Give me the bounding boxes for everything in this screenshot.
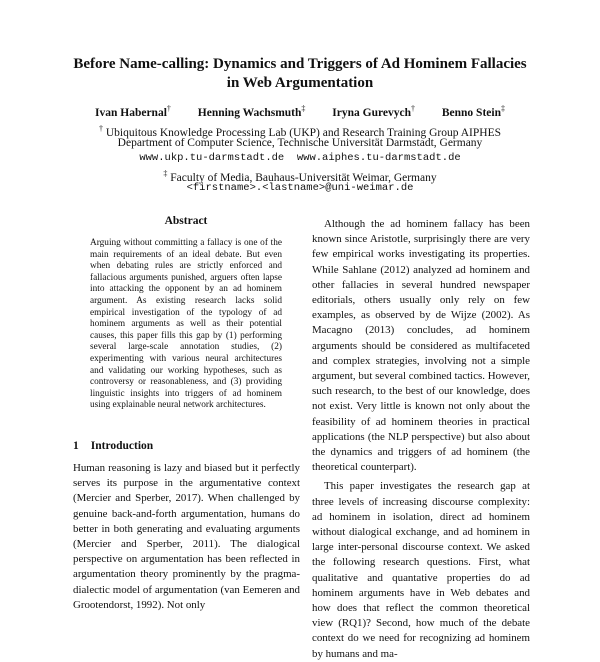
section-heading-introduction — [73, 440, 153, 452]
abstract-heading: Abstract — [164, 215, 208, 227]
right-column-body — [312, 217, 530, 662]
title-line-2: in Web Argumentation — [226, 75, 374, 91]
introduction-body — [73, 461, 300, 613]
section-title: Introduction — [90, 440, 154, 452]
author-list — [60, 101, 540, 121]
right-column-paragraph-2: This paper investigates the research gap at three levels of increasing discourse complexity: ad hominem in isolation, direct ad hominem without dialogical exchange, and ad hominem in large inter-personal discourse context. We asked the following research questions. First, what qualitative and quantative properties do ad hominem arguments have in Web debates and how does that reflect the common theoretical view (RQ1)? Second, how much of the debate context do we need for recognizing ad hominem by humans and ma- — [312, 480, 530, 660]
affiliation-weimar: ‡ Faculty of Media, Bauhaus-Universität Weimar, Germany — [163, 169, 437, 184]
section-number: 1 — [73, 440, 79, 452]
affiliation-email: <firstname>.<lastname>@uni-weimar.de — [186, 182, 414, 194]
author-wachsmuth: Henning Wachsmuth‡ — [197, 104, 306, 119]
affiliation-ukp: † Ubiquitous Knowledge Processing Lab (UKP) and Research Training Group AIPHES — [99, 124, 501, 139]
introduction-text: Human reasoning is lazy and biased but it perfectly serves its purpose in the argumentative context (Mercier and Sperber, 2017). When challenged by genuine back-and-forth argumentation, humans do better in both generating and evaluating arguments (Mercier and Sperber, 2011). The dialogical perspective on argumentation has been reflected in argumentation theory prominently by the pragma-dialectic model of argumentation (van Eemeren and Grootendorst, 1992). Not only — [73, 462, 300, 611]
abstract-text: Arguing without committing a fallacy is one of the main requirements of an ideal debate. But even when debating rules are strictly enforced and fallacious arguments punished, arguers often lapse into attacking the opponent by an ad hominem argument. As existing research lacks solid empirical investigation of the typology of ad hominem arguments as well as their potential causes, this paper fills this gap by (1) performing several large-scale annotation studies, (2) experimenting with various neural architectures and validating our working hypotheses, such as controversy or reasonableness, and (3) providing linguistic insights into triggers of ad hominem using explainable neural network architectures. — [90, 238, 282, 411]
right-column-paragraph-1: Although the ad hominem fallacy has been known since Aristotle, surprisingly there are very few empirical works investigating its properties. While Sahlane (2012) analyzed ad hominem and other fallacies in several hundred newspaper editorials, others usually only rely on few examples, as observed by de Wijze (2002). As Macagno (2013) concludes, ad hominem arguments should be considered as multifaceted and complex strategies, involving not a simple argument, but several combined tactics. However, such research, to the best of our knowledge, does not exist. Very little is known not only about the feasibility of ad hominem theories in practical applications (the NLP perspective) but also about the dynamics and triggers of ad hominem (the theoretical counterpart). — [312, 218, 530, 474]
author-gurevych: Iryna Gurevych† — [332, 104, 415, 119]
author-habernal: Ivan Habernal† — [95, 104, 171, 119]
affiliation-department: Department of Computer Science, Technische Universität Darmstadt, Germany — [117, 137, 483, 149]
affiliation-urls: www.ukp.tu-darmstadt.de www.aiphes.tu-darmstadt.de — [139, 152, 461, 164]
paper-title — [60, 55, 540, 93]
title-line-1: Before Name-calling: Dynamics and Triggers of Ad Hominem Fallacies — [73, 56, 527, 72]
abstract-body — [90, 238, 282, 412]
author-stein: Benno Stein‡ — [441, 104, 505, 119]
